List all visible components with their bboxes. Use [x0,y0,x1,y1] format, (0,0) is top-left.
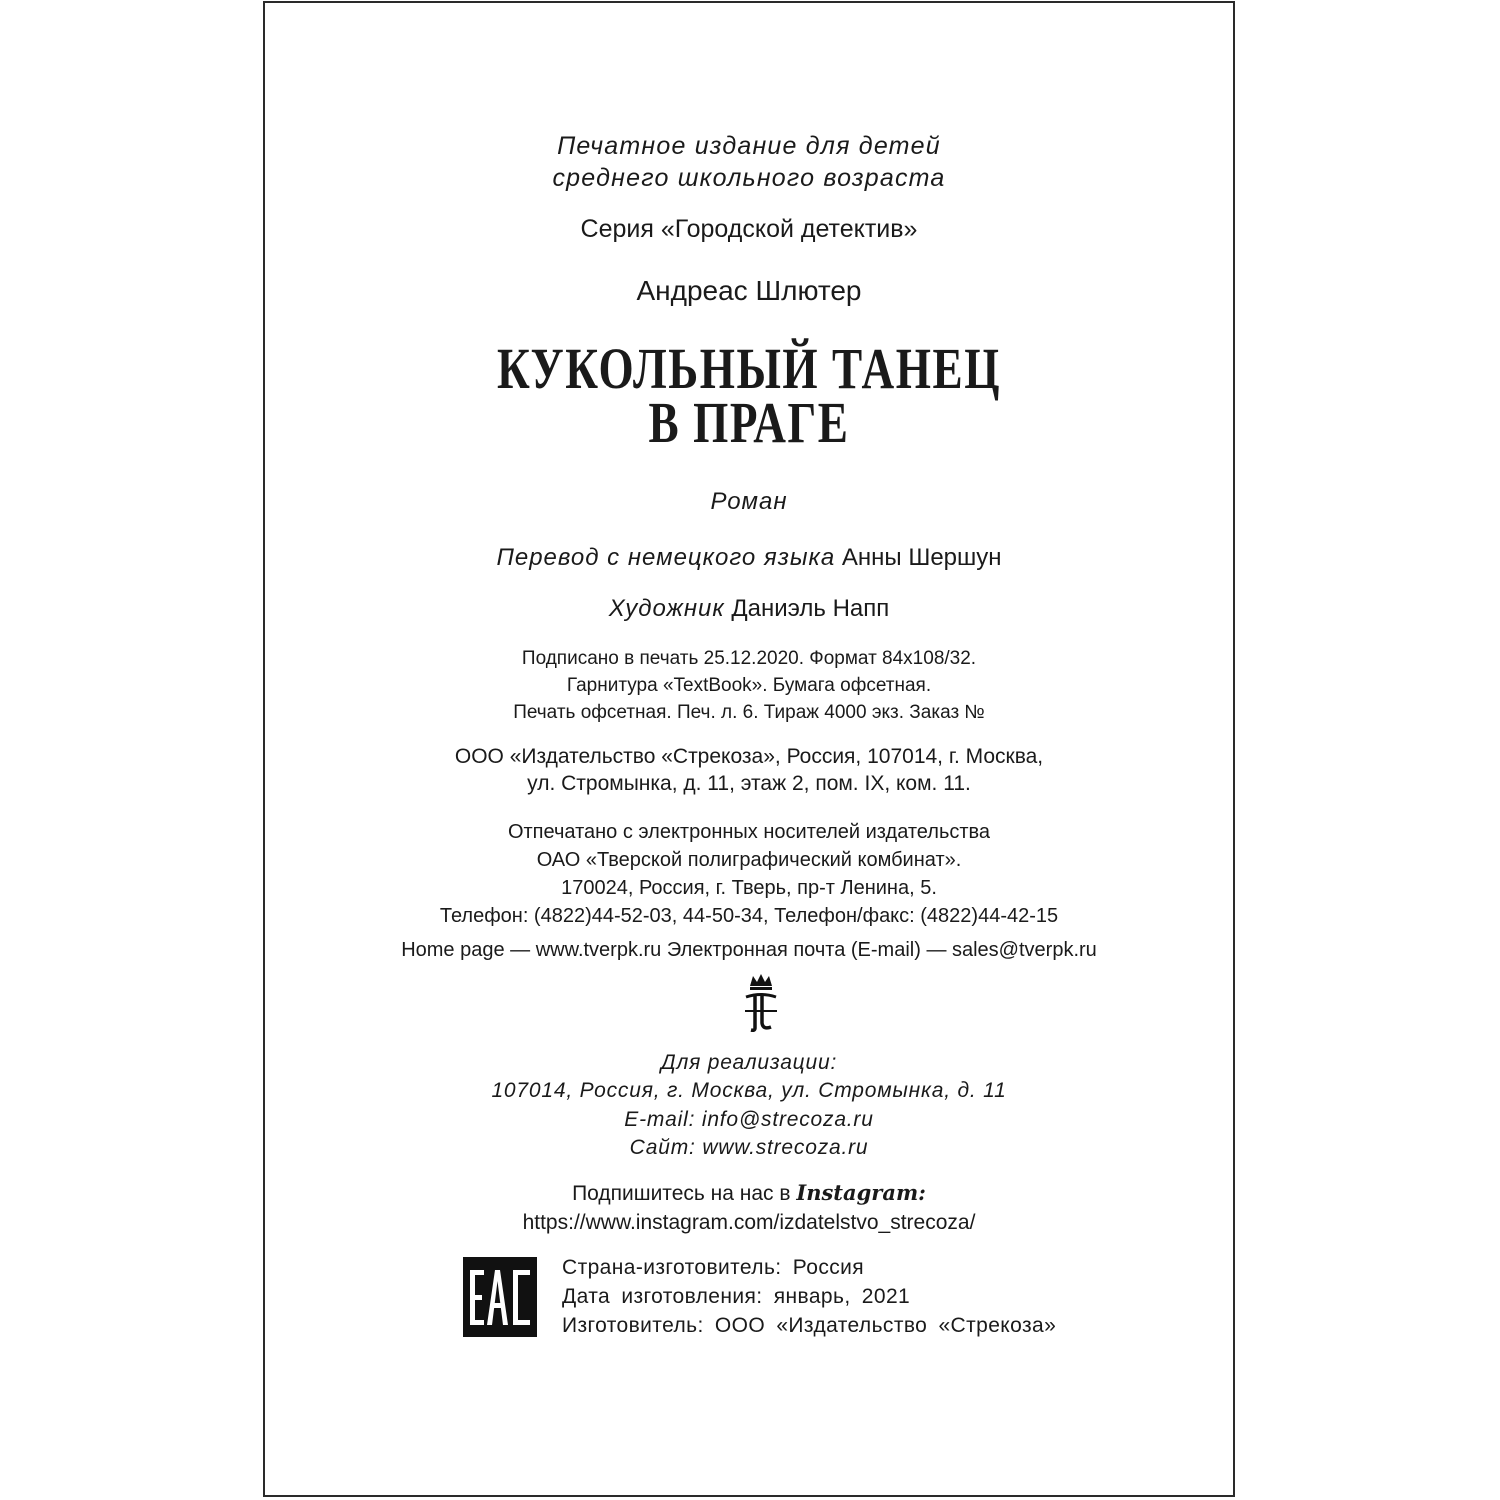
audience-line-1: Печатное издание для детей [557,132,941,160]
book-title-line-2: В ПРАГЕ [648,390,850,455]
instagram-brand: Instagram: [796,1180,926,1205]
printer-web-contacts: Home page — www.tverpk.ru Электронная почта (E-mail) — sales@tverpk.ru [401,939,1097,961]
translator-name: Анны Шершун [841,544,1002,571]
instagram-url: https://www.instagram.com/izdatelstvo_strecoza/ [522,1211,976,1234]
audience-line-2: среднего школьного возраста [552,164,946,192]
printer-line-1: Отпечатано с электронных носителей издательства [507,821,991,843]
manufacturer-block [562,1253,1056,1340]
illustrator-label: Художник [608,595,725,622]
sales-email: E-mail: info@strecoza.ru [624,1108,874,1131]
sales-heading: Для реализации: [660,1051,838,1074]
book-imprint-page [263,1,1235,1497]
printer-line-4: Телефон: (4822)44-52-03, 44-50-34, Телефон/факс: (4822)44-42-15 [439,905,1059,927]
translation-credit [265,544,1233,572]
instagram-invite [265,1177,1233,1210]
printer-line-2: ОАО «Тверской полиграфический комбинат». [536,849,962,871]
genre: Роман [710,488,788,515]
manufacture-date: Дата изготовления: январь, 2021 [562,1285,911,1308]
crowned-monogram-icon [741,973,781,1033]
imprint-line-2: Гарнитура «TextBook». Бумага офсетная. [566,675,932,696]
sales-address: 107014, Россия, г. Москва, ул. Стромынка, д. 11 [491,1079,1007,1102]
instagram-prefix: Подпишитесь на нас в [572,1182,791,1205]
series-name: Серия «Городской детектив» [580,215,918,243]
imprint-line-1: Подписано в печать 25.12.2020. Формат 84х108/32. [521,648,977,669]
publisher-address-line-2: ул. Стромынка, д. 11, этаж 2, пом. IX, ком. 11. [527,772,971,795]
book-title-line-1: КУКОЛЬНЫЙ ТАНЕЦ [496,336,1001,401]
sales-website: Сайт: www.strecoza.ru [629,1136,869,1159]
eac-certification-mark [463,1257,537,1337]
publisher-address-line-1: ООО «Издательство «Стрекоза», Россия, 107014, г. Москва, [454,745,1044,768]
manufacturer-country: Страна-изготовитель: Россия [562,1256,865,1279]
author-name: Андреас Шлютер [636,275,862,306]
imprint-line-3: Печать офсетная. Печ. л. 6. Тираж 4000 экз. Заказ № [513,702,985,723]
illustrator-name: Даниэль Напп [731,595,890,622]
manufacturer-name: Изготовитель: ООО «Издательство «Стрекоза» [562,1314,1057,1337]
printer-line-3: 170024, Россия, г. Тверь, пр-т Ленина, 5. [561,877,937,899]
illustrator-credit [265,595,1233,623]
translation-label: Перевод с немецкого языка [496,544,836,571]
